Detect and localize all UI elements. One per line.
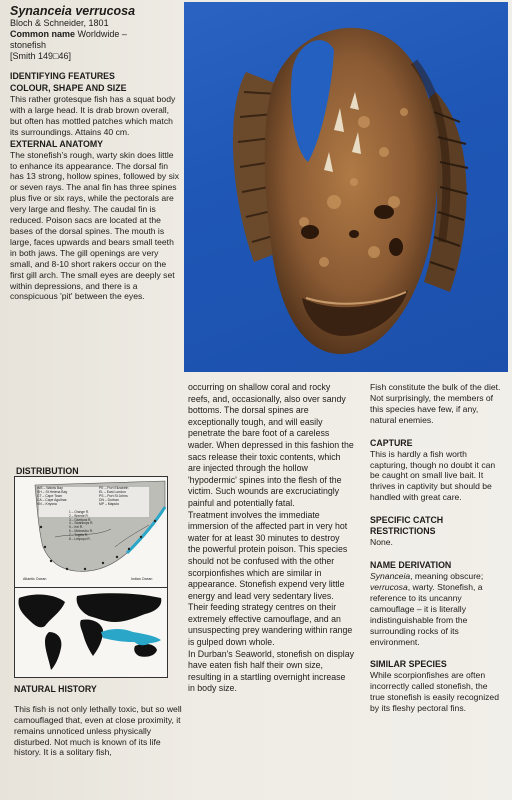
legend-item: KN – Knysna bbox=[37, 502, 57, 507]
legend-item: DN – Durban bbox=[99, 498, 119, 503]
southern-africa-map bbox=[15, 477, 167, 588]
common-name-line bbox=[10, 29, 182, 40]
indian-ocean-label: Indian Ocean bbox=[131, 577, 153, 581]
identifying-features-heading: IDENTIFYING FEATURES bbox=[10, 71, 115, 81]
legend-item: 2 – Breede R. bbox=[69, 513, 89, 518]
world-map-graphic bbox=[15, 588, 167, 677]
natural-history-text: This fish is not only lethally toxic, but so well camouflaged that, even at close proximity, it remains unnoticed unless physically disturbed. Not much is known of its life history. It is a solitary fish, bbox=[14, 703, 182, 758]
capture-heading: CAPTURE bbox=[370, 437, 413, 448]
legend-item: 5 – Kei R. bbox=[69, 525, 83, 530]
common-name-value-2: stonefish bbox=[10, 40, 47, 50]
natural-history-section bbox=[14, 684, 182, 767]
distribution-heading: DISTRIBUTION bbox=[16, 466, 79, 476]
legend-item: EL – East London bbox=[99, 490, 126, 495]
map-legend-rivers bbox=[69, 511, 109, 541]
colour-shape-heading: COLOUR, SHAPE AND SIZE bbox=[10, 83, 127, 93]
species-name: verrucosa bbox=[370, 581, 408, 592]
scientific-name: Synanceia verrucosa bbox=[10, 4, 136, 18]
legend-item: 6 – Mzimvubu R. bbox=[69, 528, 93, 533]
legend-item: CA – Cape Agulhas bbox=[37, 498, 67, 503]
common-name-value: Worldwide – bbox=[77, 29, 127, 39]
name-derivation-part: , warty. Stonefish, a reference to its uncanny camouflage – it is literally indistinguishable from the surrounding rocks of its environment. bbox=[370, 581, 483, 647]
stonefish-illustration bbox=[184, 2, 508, 372]
legend-item: 8 – Limpopo R. bbox=[69, 536, 91, 541]
legend-item: SH – St Helena Bay bbox=[37, 490, 68, 495]
external-anatomy-text: The stonefish's rough, warty skin does little to enhance its appearance. The dorsal fin has 13 strong, hollow spines, followed by six or seven rays. The anal fin has three spines plus five or six rays, while the pectorals are very large and fleshy. The caudal fin is reduced. Poison sacs are located at the bases of the dorsal spines. The mouth is large, faces upwards and bears small teeth in both jaws. The gill openings are very small, and 8-10 short rakers occur on the first gill arch. The small eyes are deeply set within depressions, and there is a conspicuous 'pit' between the eyes. bbox=[10, 149, 180, 302]
stonefish-photo bbox=[184, 2, 508, 372]
name-derivation-part: , meaning obscure; bbox=[410, 571, 484, 582]
world-map bbox=[15, 588, 167, 677]
middle-text-3: In Durban's Seaworld, stonefish on display have eaten fish half their own size, resulting in a startling overnight increase in body size. bbox=[188, 648, 354, 694]
common-name-label: Common name bbox=[10, 29, 76, 39]
catch-restrictions-heading: SPECIFIC CATCH RESTRICTIONS bbox=[370, 515, 444, 537]
diet-text: Fish constitute the bulk of the diet. Not surprisingly, the members of this species have few, if any, natural enemies. bbox=[370, 382, 501, 425]
capture-text: This is hardly a fish worth capturing, though no doubt it can be caught on small live bait. It thrives in captivity but should be handled with great care. bbox=[370, 448, 496, 503]
map-legend-ports-west bbox=[37, 486, 77, 506]
atlantic-ocean-label: Atlantic Ocean bbox=[23, 577, 47, 581]
legend-item: WB – Walvis Bay bbox=[37, 486, 63, 490]
middle-column bbox=[188, 382, 354, 695]
name-derivation-text bbox=[370, 571, 502, 647]
reference: [Smith 149□46] bbox=[10, 51, 71, 61]
genus-name: Synanceia bbox=[370, 571, 411, 582]
legend-item: PE – Port Elizabeth bbox=[99, 486, 129, 490]
natural-history-heading: NATURAL HISTORY bbox=[14, 684, 97, 694]
legend-item: 7 – Tugela R. bbox=[69, 532, 88, 537]
similar-species-heading: SIMILAR SPECIES bbox=[370, 659, 447, 670]
middle-text-2: Treatment involves the immediate immersion of the affected part in very hot water for at least 30 minutes to destroy the powerful protein poison. This species should not be confused with the other scorpionfishes which are similar in appearance. Stonefish expend very little energy and lead very sedentary lives. Their feeding strategy centres on their extremely effective camouflage, and an unsuspecting prey wandering within range is gulped down whole. bbox=[188, 509, 353, 648]
colour-shape-text: This rather grotesque fish has a squat body with a large head. It is drab brown overall, but often has mottled patches which match its surroundings. Attains 40 cm. bbox=[10, 94, 176, 137]
left-column bbox=[10, 4, 182, 302]
legend-item: MP – Maputo bbox=[99, 502, 120, 507]
legend-item: 4 – Swartkops R. bbox=[69, 521, 94, 526]
middle-text-1: occurring on shallow coral and rocky reefs, and, occasionally, also over sandy bottoms. The dorsal spines are exceptionally tough, and will easily penetrate the bare foot of a careless wader. When depressed in this fashion the sacs release their toxic contents, which are injected through the hollow 'hypodermic' spines into the flesh of the victim. Such wounds are excruciatingly painful and potentially fatal. bbox=[188, 382, 354, 508]
similar-species-text: While scorpionfishes are often incorrectly called stonefish, the true stonefish is easily recognized by its fleshy pectoral fins. bbox=[370, 670, 499, 714]
right-column bbox=[370, 382, 502, 714]
legend-item: 1 – Orange R. bbox=[69, 510, 90, 514]
catch-restrictions-text: None. bbox=[370, 537, 393, 548]
external-anatomy-heading: EXTERNAL ANATOMY bbox=[10, 138, 104, 149]
map-legend-ports-east bbox=[99, 486, 143, 506]
species-authority: Bloch & Schneider, 1801 bbox=[10, 18, 109, 28]
legend-item: PS – Port St Johns bbox=[99, 494, 128, 499]
name-derivation-heading: NAME DERIVATION bbox=[370, 560, 452, 571]
legend-item: CT – Cape Town bbox=[37, 494, 63, 499]
distribution-maps bbox=[14, 476, 168, 678]
legend-item: 3 – Gamtoos R. bbox=[69, 517, 92, 522]
